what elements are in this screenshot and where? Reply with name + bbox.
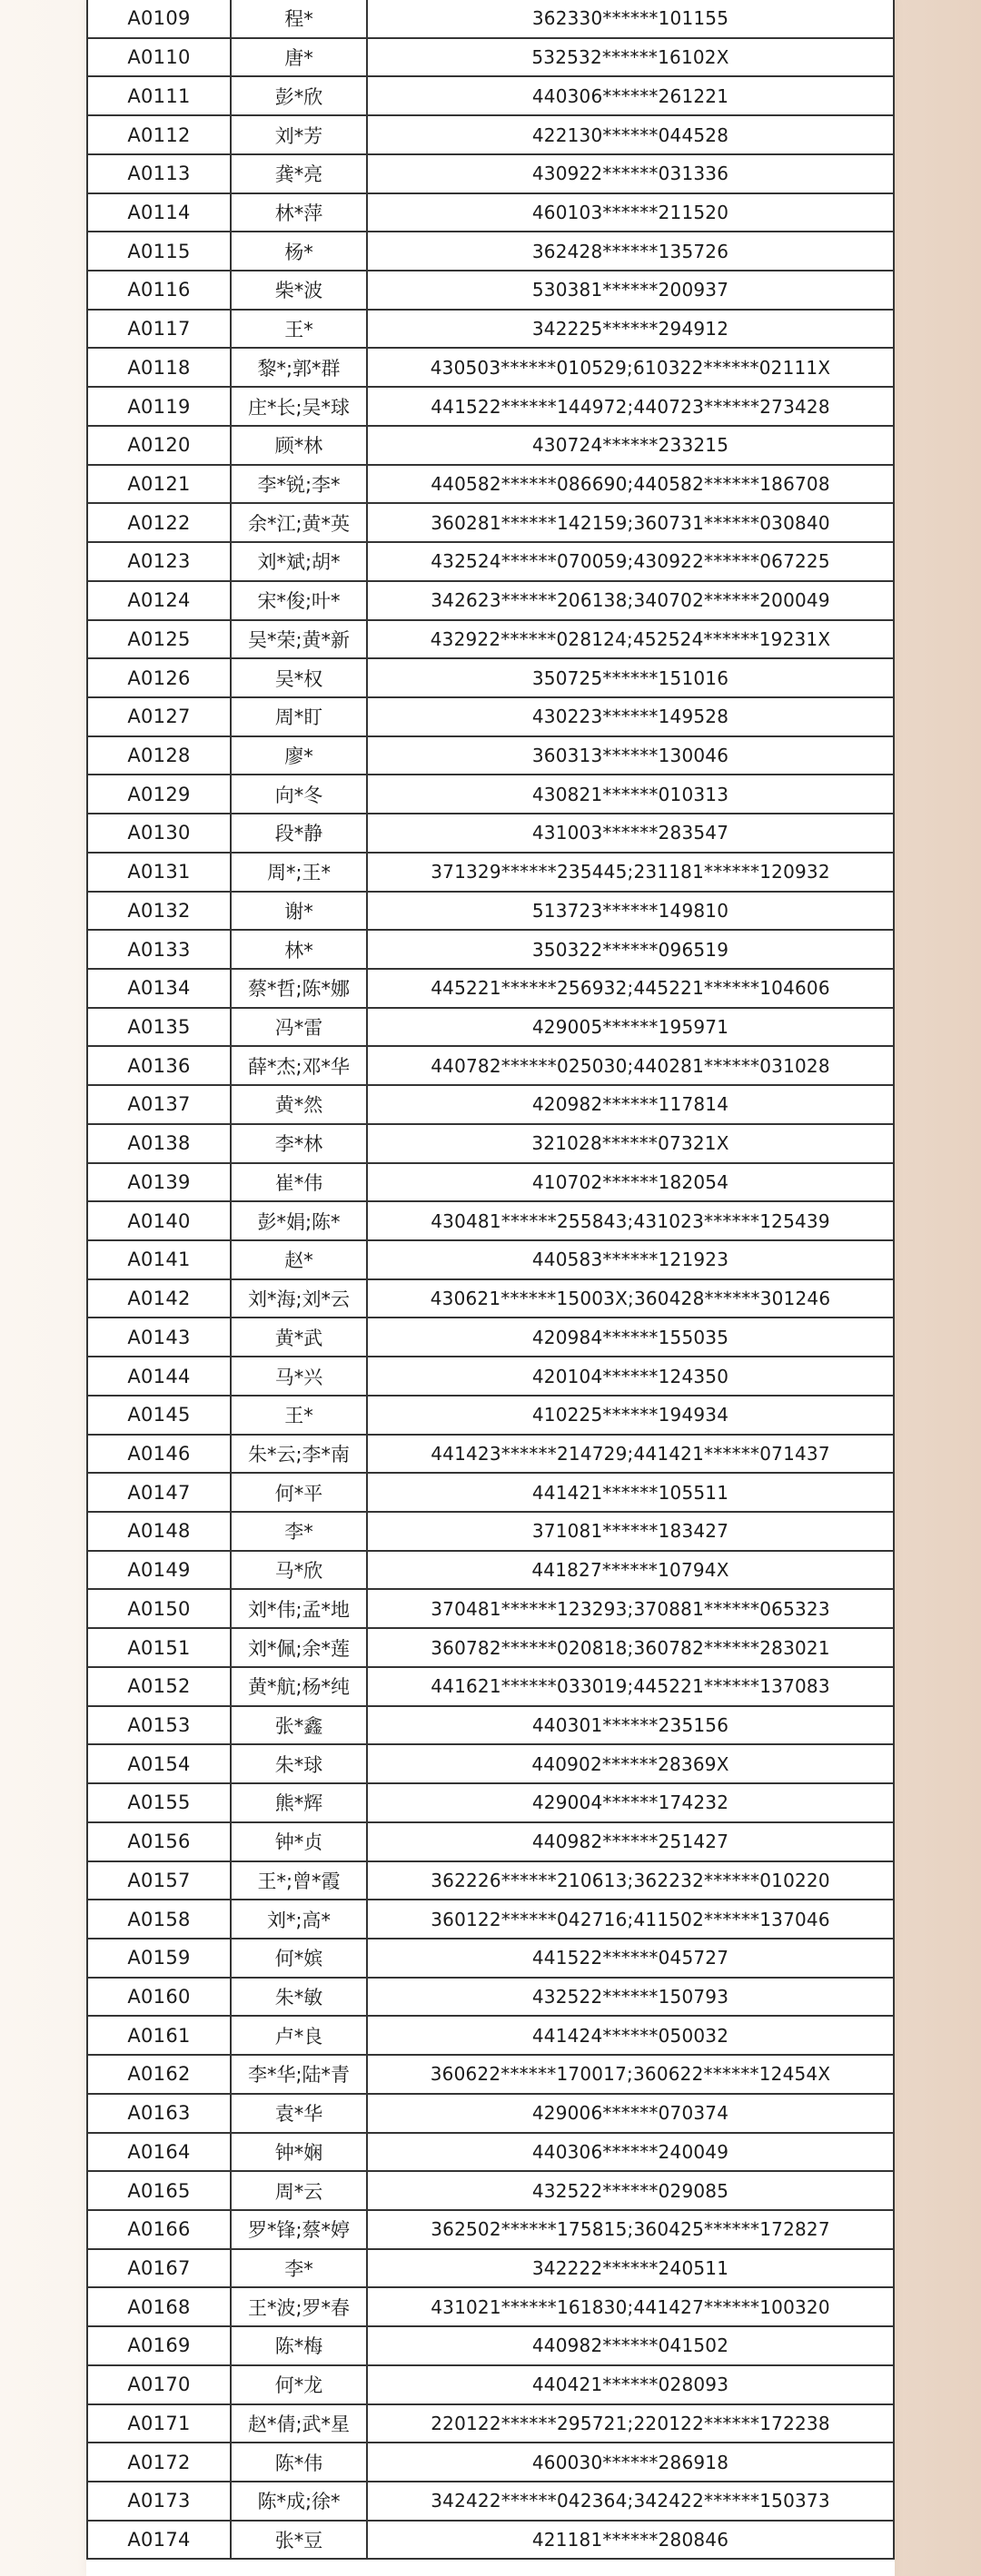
masked-name-cell: 李*	[232, 2250, 368, 2287]
masked-id-number-cell: 530381******200937	[368, 271, 895, 309]
masked-id-number-cell: 360782******020818;360782******283021	[368, 1629, 895, 1666]
record-code-cell: A0122	[86, 504, 232, 541]
record-sheet	[86, 0, 895, 2576]
table-row	[86, 1552, 895, 1591]
table-row	[86, 970, 895, 1009]
table-row	[86, 1280, 895, 1319]
masked-name-cell: 王*;曾*霞	[232, 1862, 368, 1900]
masked-id-number-cell: 430503******010529;610322******02111X	[368, 349, 895, 386]
masked-id-number-cell: 440782******025030;440281******031028	[368, 1047, 895, 1084]
masked-id-number-cell: 371081******183427	[368, 1513, 895, 1550]
masked-id-number-cell: 441424******050032	[368, 2017, 895, 2054]
table-row	[86, 2172, 895, 2211]
table-row	[86, 1397, 895, 1436]
table-row	[86, 194, 895, 233]
table-row	[86, 349, 895, 388]
masked-name-cell: 钟*娴	[232, 2134, 368, 2171]
masked-id-number-cell: 441421******105511	[368, 1474, 895, 1511]
table-row	[86, 2405, 895, 2444]
masked-id-number-cell: 441423******214729;441421******071437	[368, 1436, 895, 1473]
masked-name-cell: 刘*佩;余*莲	[232, 1629, 368, 1666]
masked-name-cell: 黄*然	[232, 1086, 368, 1123]
masked-id-number-cell: 429005******195971	[368, 1009, 895, 1046]
masked-id-number-cell: 430922******031336	[368, 155, 895, 192]
table-row	[86, 2288, 895, 2327]
masked-id-number-cell: 350322******096519	[368, 931, 895, 968]
table-row	[86, 77, 895, 116]
record-code-cell: A0144	[86, 1357, 232, 1395]
masked-id-number-cell: 342422******042364;342422******150373	[368, 2482, 895, 2520]
masked-id-number-cell: 441621******033019;445221******137083	[368, 1668, 895, 1705]
masked-id-number-cell: 430621******15003X;360428******301246	[368, 1280, 895, 1318]
masked-name-cell: 彭*娟;陈*	[232, 1202, 368, 1239]
masked-name-cell: 柴*波	[232, 271, 368, 309]
table-row	[86, 2134, 895, 2173]
masked-id-number-cell: 432522******029085	[368, 2172, 895, 2209]
record-code-cell: A0151	[86, 1629, 232, 1666]
masked-id-number-cell: 370481******123293;370881******065323	[368, 1590, 895, 1627]
record-code-cell: A0127	[86, 698, 232, 735]
masked-id-number-cell: 360622******170017;360622******12454X	[368, 2056, 895, 2093]
record-code-cell: A0109	[86, 0, 232, 37]
masked-id-number-cell: 350725******151016	[368, 659, 895, 696]
masked-name-cell: 周*盯	[232, 698, 368, 735]
masked-name-cell: 唐*	[232, 39, 368, 76]
masked-id-number-cell: 441522******144972;440723******273428	[368, 388, 895, 425]
masked-id-number-cell: 460103******211520	[368, 194, 895, 232]
masked-id-number-cell: 362502******175815;360425******172827	[368, 2211, 895, 2248]
record-code-cell: A0130	[86, 814, 232, 852]
table-row	[86, 1668, 895, 1707]
masked-id-number-cell: 432522******150793	[368, 1979, 895, 2016]
table-row	[86, 1823, 895, 1862]
masked-id-number-cell: 430223******149528	[368, 698, 895, 735]
record-code-cell: A0143	[86, 1318, 232, 1356]
record-code-cell: A0138	[86, 1125, 232, 1162]
table-row	[86, 1784, 895, 1823]
table-row	[86, 116, 895, 155]
table-row	[86, 854, 895, 893]
record-code-cell: A0155	[86, 1784, 232, 1821]
masked-name-cell: 宋*俊;叶*	[232, 582, 368, 619]
table-row	[86, 2327, 895, 2366]
table-row	[86, 1241, 895, 1280]
masked-name-cell: 余*江;黄*英	[232, 504, 368, 541]
masked-name-cell: 张*豆	[232, 2522, 368, 2559]
masked-name-cell: 陈*梅	[232, 2327, 368, 2364]
masked-id-number-cell: 440301******235156	[368, 1707, 895, 1744]
masked-name-cell: 王*波;罗*春	[232, 2288, 368, 2325]
table-row	[86, 1202, 895, 1241]
record-code-cell: A0147	[86, 1474, 232, 1511]
table-row	[86, 155, 895, 194]
record-code-cell: A0115	[86, 232, 232, 270]
record-code-cell: A0112	[86, 116, 232, 153]
record-code-cell: A0146	[86, 1436, 232, 1473]
record-code-cell: A0133	[86, 931, 232, 968]
table-row	[86, 271, 895, 311]
masked-name-cell: 何*龙	[232, 2366, 368, 2403]
table-row	[86, 466, 895, 505]
table-row	[86, 388, 895, 427]
record-code-cell: A0111	[86, 77, 232, 114]
table-row	[86, 775, 895, 814]
masked-id-number-cell: 362226******210613;362232******010220	[368, 1862, 895, 1900]
table-row	[86, 2443, 895, 2482]
masked-name-cell: 赵*	[232, 1241, 368, 1278]
masked-id-number-cell: 360281******142159;360731******030840	[368, 504, 895, 541]
table-row	[86, 737, 895, 776]
record-code-cell: A0141	[86, 1241, 232, 1278]
masked-name-cell: 何*嫔	[232, 1939, 368, 1977]
table-row	[86, 427, 895, 466]
table-row	[86, 893, 895, 932]
table-row	[86, 311, 895, 350]
table-row	[86, 1047, 895, 1086]
masked-name-cell: 赵*倩;武*星	[232, 2405, 368, 2443]
masked-id-number-cell: 410225******194934	[368, 1397, 895, 1434]
masked-id-number-cell: 431021******161830;441427******100320	[368, 2288, 895, 2325]
masked-name-cell: 卢*良	[232, 2017, 368, 2054]
masked-id-number-cell: 513723******149810	[368, 893, 895, 930]
record-code-cell: A0140	[86, 1202, 232, 1239]
masked-name-cell: 钟*贞	[232, 1823, 368, 1860]
masked-name-cell: 冯*雷	[232, 1009, 368, 1046]
table-row	[86, 1436, 895, 1475]
record-code-cell: A0121	[86, 466, 232, 503]
masked-name-cell: 刘*伟;孟*地	[232, 1590, 368, 1627]
masked-name-cell: 李*华;陆*青	[232, 2056, 368, 2093]
record-code-cell: A0123	[86, 543, 232, 580]
record-code-cell: A0128	[86, 737, 232, 775]
table-row	[86, 2211, 895, 2250]
masked-id-number-cell: 440306******240049	[368, 2134, 895, 2171]
record-code-cell: A0165	[86, 2172, 232, 2209]
record-code-cell: A0154	[86, 1745, 232, 1782]
masked-id-number-cell: 362428******135726	[368, 232, 895, 270]
masked-id-number-cell: 441522******045727	[368, 1939, 895, 1977]
table-row	[86, 1009, 895, 1048]
record-table	[86, 0, 895, 2560]
masked-name-cell: 谢*	[232, 893, 368, 930]
masked-name-cell: 李*林	[232, 1125, 368, 1162]
masked-id-number-cell: 532532******16102X	[368, 39, 895, 76]
record-code-cell: A0113	[86, 155, 232, 192]
table-row	[86, 232, 895, 271]
masked-id-number-cell: 342623******206138;340702******200049	[368, 582, 895, 619]
table-row	[86, 2522, 895, 2561]
table-row	[86, 543, 895, 582]
record-code-cell: A0137	[86, 1086, 232, 1123]
table-row	[86, 582, 895, 621]
record-code-cell: A0129	[86, 775, 232, 813]
record-code-cell: A0120	[86, 427, 232, 464]
masked-id-number-cell: 321028******07321X	[368, 1125, 895, 1162]
table-row	[86, 2366, 895, 2405]
masked-name-cell: 李*	[232, 1513, 368, 1550]
table-row	[86, 1862, 895, 1901]
table-row	[86, 1900, 895, 1939]
masked-name-cell: 龚*亮	[232, 155, 368, 192]
masked-name-cell: 段*静	[232, 814, 368, 852]
masked-name-cell: 蔡*哲;陈*娜	[232, 970, 368, 1007]
record-code-cell: A0124	[86, 582, 232, 619]
record-code-cell: A0170	[86, 2366, 232, 2403]
record-code-cell: A0142	[86, 1280, 232, 1318]
record-code-cell: A0145	[86, 1397, 232, 1434]
table-row	[86, 39, 895, 78]
masked-name-cell: 黄*武	[232, 1318, 368, 1356]
masked-id-number-cell: 430821******010313	[368, 775, 895, 813]
masked-id-number-cell: 440982******041502	[368, 2327, 895, 2364]
masked-id-number-cell: 440306******261221	[368, 77, 895, 114]
record-code-cell: A0153	[86, 1707, 232, 1744]
masked-name-cell: 崔*伟	[232, 1164, 368, 1201]
table-row	[86, 1707, 895, 1746]
masked-name-cell: 黎*;郭*群	[232, 349, 368, 386]
masked-name-cell: 陈*伟	[232, 2443, 368, 2481]
masked-id-number-cell: 440982******251427	[368, 1823, 895, 1860]
table-row	[86, 2017, 895, 2056]
record-code-cell: A0134	[86, 970, 232, 1007]
masked-id-number-cell: 431003******283547	[368, 814, 895, 852]
masked-name-cell: 廖*	[232, 737, 368, 775]
masked-id-number-cell: 460030******286918	[368, 2443, 895, 2481]
table-row	[86, 1318, 895, 1357]
masked-id-number-cell: 441827******10794X	[368, 1552, 895, 1589]
masked-id-number-cell: 360122******042716;411502******137046	[368, 1900, 895, 1938]
record-code-cell: A0158	[86, 1900, 232, 1938]
table-row	[86, 2056, 895, 2095]
record-code-cell: A0156	[86, 1823, 232, 1860]
record-code-cell: A0136	[86, 1047, 232, 1084]
record-code-cell: A0161	[86, 2017, 232, 2054]
record-code-cell: A0160	[86, 1979, 232, 2016]
record-code-cell: A0110	[86, 39, 232, 76]
record-code-cell: A0126	[86, 659, 232, 696]
masked-id-number-cell: 422130******044528	[368, 116, 895, 153]
masked-id-number-cell: 342222******240511	[368, 2250, 895, 2287]
masked-name-cell: 刘*;高*	[232, 1900, 368, 1938]
table-row	[86, 1629, 895, 1668]
table-row	[86, 621, 895, 660]
table-row	[86, 1474, 895, 1513]
record-code-cell: A0114	[86, 194, 232, 232]
masked-id-number-cell: 440582******086690;440582******186708	[368, 466, 895, 503]
record-code-cell: A0135	[86, 1009, 232, 1046]
table-row	[86, 698, 895, 737]
masked-id-number-cell: 420984******155035	[368, 1318, 895, 1356]
masked-id-number-cell: 445221******256932;445221******104606	[368, 970, 895, 1007]
record-code-cell: A0149	[86, 1552, 232, 1589]
masked-id-number-cell: 429006******070374	[368, 2095, 895, 2132]
masked-name-cell: 黄*航;杨*纯	[232, 1668, 368, 1705]
masked-id-number-cell: 430481******255843;431023******125439	[368, 1202, 895, 1239]
table-row	[86, 1745, 895, 1784]
record-code-cell: A0168	[86, 2288, 232, 2325]
table-row	[86, 2250, 895, 2289]
record-code-cell: A0169	[86, 2327, 232, 2364]
record-code-cell: A0150	[86, 1590, 232, 1627]
table-row	[86, 814, 895, 854]
masked-name-cell: 朱*云;李*南	[232, 1436, 368, 1473]
masked-id-number-cell: 440583******121923	[368, 1241, 895, 1278]
table-row	[86, 1164, 895, 1203]
record-code-cell: A0166	[86, 2211, 232, 2248]
masked-name-cell: 杨*	[232, 232, 368, 270]
record-code-cell: A0132	[86, 893, 232, 930]
table-row	[86, 931, 895, 970]
record-code-cell: A0119	[86, 388, 232, 425]
masked-name-cell: 王*	[232, 311, 368, 348]
table-row	[86, 1357, 895, 1397]
masked-name-cell: 彭*欣	[232, 77, 368, 114]
record-code-cell: A0117	[86, 311, 232, 348]
masked-id-number-cell: 432922******028124;452524******19231X	[368, 621, 895, 658]
masked-name-cell: 周*云	[232, 2172, 368, 2209]
record-code-cell: A0172	[86, 2443, 232, 2481]
masked-name-cell: 朱*敏	[232, 1979, 368, 2016]
table-row	[86, 2095, 895, 2134]
masked-name-cell: 李*锐;李*	[232, 466, 368, 503]
record-code-cell: A0118	[86, 349, 232, 386]
masked-id-number-cell: 360313******130046	[368, 737, 895, 775]
masked-id-number-cell: 420104******124350	[368, 1357, 895, 1395]
masked-name-cell: 刘*海;刘*云	[232, 1280, 368, 1318]
masked-name-cell: 刘*斌;胡*	[232, 543, 368, 580]
masked-id-number-cell: 362330******101155	[368, 0, 895, 37]
masked-name-cell: 陈*成;徐*	[232, 2482, 368, 2520]
record-code-cell: A0167	[86, 2250, 232, 2287]
record-code-cell: A0116	[86, 271, 232, 309]
record-code-cell: A0171	[86, 2405, 232, 2443]
table-row	[86, 1125, 895, 1164]
masked-name-cell: 程*	[232, 0, 368, 37]
table-row	[86, 1979, 895, 2018]
record-code-cell: A0173	[86, 2482, 232, 2520]
table-row	[86, 1513, 895, 1552]
masked-id-number-cell: 429004******174232	[368, 1784, 895, 1821]
masked-id-number-cell: 420982******117814	[368, 1086, 895, 1123]
masked-name-cell: 王*	[232, 1397, 368, 1434]
masked-name-cell: 马*兴	[232, 1357, 368, 1395]
masked-name-cell: 庄*长;吴*球	[232, 388, 368, 425]
masked-name-cell: 薛*杰;邓*华	[232, 1047, 368, 1084]
record-code-cell: A0139	[86, 1164, 232, 1201]
masked-name-cell: 周*;王*	[232, 854, 368, 891]
masked-id-number-cell: 432524******070059;430922******067225	[368, 543, 895, 580]
record-code-cell: A0131	[86, 854, 232, 891]
record-code-cell: A0152	[86, 1668, 232, 1705]
record-code-cell: A0159	[86, 1939, 232, 1977]
record-code-cell: A0174	[86, 2522, 232, 2559]
masked-id-number-cell: 371329******235445;231181******120932	[368, 854, 895, 891]
masked-name-cell: 向*冬	[232, 775, 368, 813]
masked-name-cell: 袁*华	[232, 2095, 368, 2132]
table-row	[86, 1590, 895, 1629]
record-code-cell: A0163	[86, 2095, 232, 2132]
record-code-cell: A0125	[86, 621, 232, 658]
table-row	[86, 1939, 895, 1979]
masked-name-cell: 马*欣	[232, 1552, 368, 1589]
masked-id-number-cell: 440902******28369X	[368, 1745, 895, 1782]
record-code-cell: A0157	[86, 1862, 232, 1900]
table-row	[86, 2482, 895, 2522]
masked-name-cell: 刘*芳	[232, 116, 368, 153]
masked-id-number-cell: 430724******233215	[368, 427, 895, 464]
masked-name-cell: 吴*荣;黄*新	[232, 621, 368, 658]
masked-name-cell: 林*萍	[232, 194, 368, 232]
record-code-cell: A0164	[86, 2134, 232, 2171]
masked-id-number-cell: 220122******295721;220122******172238	[368, 2405, 895, 2443]
masked-name-cell: 罗*锋;蔡*婷	[232, 2211, 368, 2248]
record-code-cell: A0162	[86, 2056, 232, 2093]
masked-name-cell: 顾*林	[232, 427, 368, 464]
masked-id-number-cell: 342225******294912	[368, 311, 895, 348]
masked-name-cell: 朱*球	[232, 1745, 368, 1782]
table-row	[86, 659, 895, 698]
masked-id-number-cell: 440421******028093	[368, 2366, 895, 2403]
table-row	[86, 1086, 895, 1125]
masked-id-number-cell: 421181******280846	[368, 2522, 895, 2559]
masked-name-cell: 熊*辉	[232, 1784, 368, 1821]
masked-id-number-cell: 410702******182054	[368, 1164, 895, 1201]
masked-name-cell: 张*鑫	[232, 1707, 368, 1744]
table-row	[86, 0, 895, 39]
masked-name-cell: 吴*权	[232, 659, 368, 696]
masked-name-cell: 何*平	[232, 1474, 368, 1511]
table-row	[86, 504, 895, 543]
masked-name-cell: 林*	[232, 931, 368, 968]
record-code-cell: A0148	[86, 1513, 232, 1550]
